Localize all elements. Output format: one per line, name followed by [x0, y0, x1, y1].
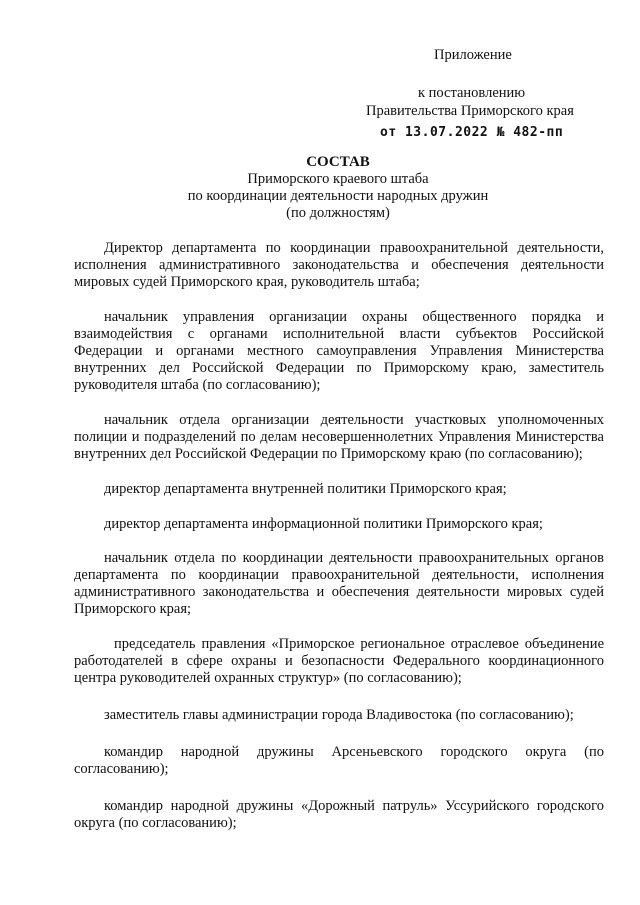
resolution-date-number: от 13.07.2022 № 482-пп: [380, 125, 564, 140]
member-paragraph: начальник отдела организации деятельности участковых уполномоченных полиции и подразделений по делам несовершеннолетних Управления Министерства внутренних дел Российской Федерации по Приморскому краю (по согласованию);: [74, 412, 604, 462]
government-name: Правительства Приморского края: [366, 103, 574, 119]
member-paragraph: командир народной дружины Арсеньевского городского округа (по согласованию);: [74, 744, 604, 777]
appendix-title: Приложение: [434, 47, 512, 63]
appendix-header: [300, 46, 605, 142]
resolution-reference: к постановлению: [418, 85, 526, 101]
document-title: СОСТАВ: [306, 154, 370, 170]
document-subtitle-3: (по должностям): [286, 205, 390, 221]
member-paragraph: начальник отдела по координации деятельности правоохранительных органов департамента по координации правоохранительной деятельности, исполнения административного законодательства и обеспечения деятельности мировых судей Приморского края;: [74, 550, 604, 617]
member-paragraph: заместитель главы администрации города Владивостока (по согласованию);: [104, 707, 574, 723]
document-subtitle-1: Приморского краевого штаба: [247, 171, 429, 187]
member-paragraph: директор департамента информационной политики Приморского края;: [104, 516, 543, 532]
member-paragraph: председатель правления «Приморское региональное отраслевое объединение работодателей в сфере охраны и безопасности Федерального координационного центра руководителей охранных структур» (по согласованию);: [74, 636, 604, 686]
member-paragraph: начальник управления организации охраны общественного порядка и взаимодействия с органами исполнительной власти субъектов Российской Федерации и органами местного самоуправления Управления Министерства внутренних дел Российской Федерации по Приморскому краю, заместитель руководителя штаба (по согласованию);: [74, 309, 604, 393]
member-paragraph: командир народной дружины «Дорожный патруль» Уссурийского городского округа (по согласованию);: [74, 798, 604, 831]
member-paragraph: директор департамента внутренней политики Приморского края;: [104, 481, 507, 497]
members-list: [74, 240, 604, 832]
document-subtitle-2: по координации деятельности народных дружин: [187, 188, 489, 204]
member-paragraph: Директор департамента по координации правоохранительной деятельности, исполнения административного законодательства и обеспечения деятельности мировых судей Приморского края, руководитель штаба;: [74, 240, 604, 290]
document-heading: [70, 154, 606, 222]
